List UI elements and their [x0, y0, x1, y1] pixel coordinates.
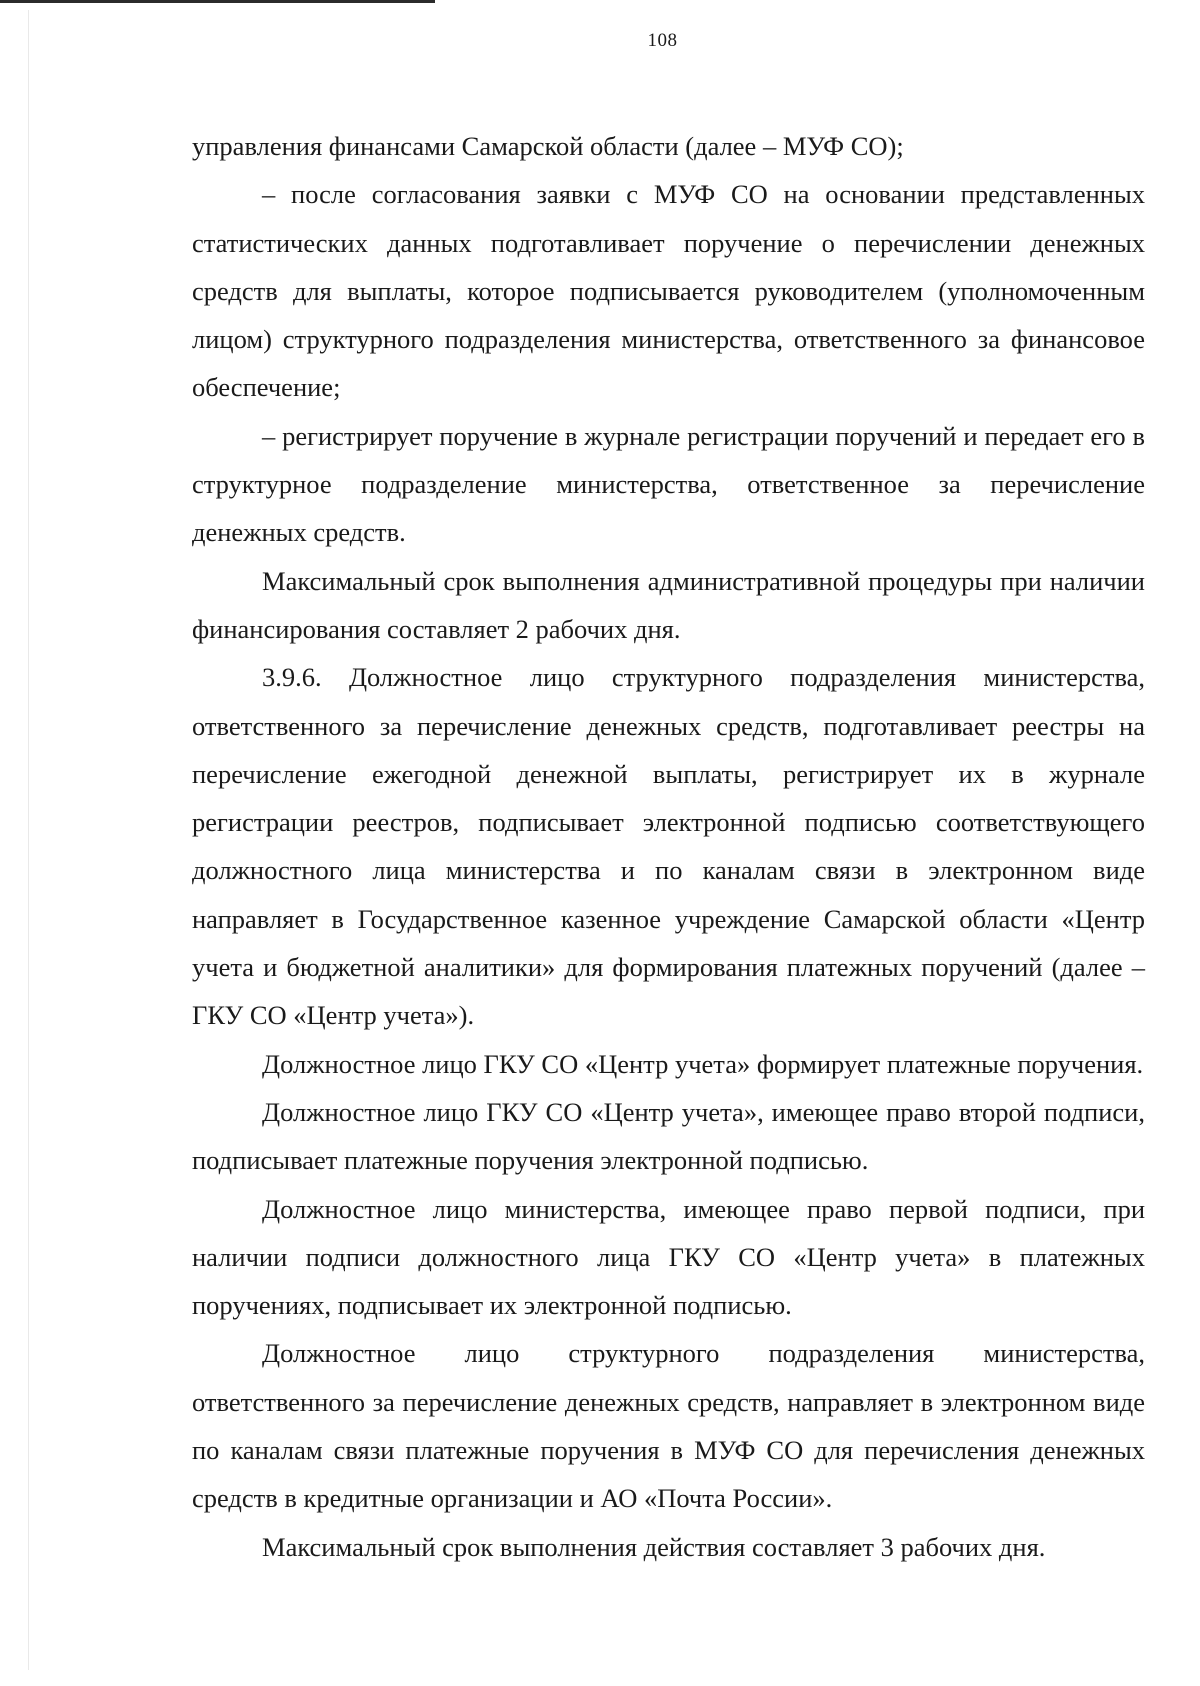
paragraph-sends-to-muf: Должностное лицо структурного подразделения министерства, ответственного за перечисление денежных средств, направляет в электронном виде по каналам связи платежные поручения в МУФ СО для перечисления денежных средств в кредитные организации и АО «Почта России». [192, 1338, 1145, 1514]
paragraph-forms-orders: Должностное лицо ГКУ СО «Центр учета» формирует платежные поручения. [262, 1048, 1144, 1079]
paragraph-first-signature: Должностное лицо министерства, имеющее право первой подписи, при наличии подписи должностного лица ГКУ СО «Центр учета» в платежных поручениях, подписывает их электронной подписью. [192, 1193, 1145, 1321]
paragraph-3-9-6: 3.9.6. Должностное лицо структурного подразделения министерства, ответственного за перечисление денежных средств, подготавливает реестры на перечисление ежегодной денежной выплаты, регистрирует их в журнале регистрации реестров, подписывает электронной подписью соответствующего должностного лица министерства и по каналам связи в электронном виде направляет в Государственное казенное учреждение Самарской области «Центр учета и бюджетной аналитики» для формирования платежных поручений (далее – ГКУ СО «Центр учета»). [192, 662, 1145, 1031]
paragraph-continuation: управления финансами Самарской области (далее – МУФ СО); [192, 131, 904, 161]
page-number: 108 [647, 30, 678, 51]
paragraph-max-term-2-days: Максимальный срок выполнения административной процедуры при наличии финансирования составляет 2 рабочих дня. [192, 565, 1145, 644]
paragraph-second-signature: Должностное лицо ГКУ СО «Центр учета», имеющее право второй подписи, подписывает платежные поручения электронной подписью. [192, 1096, 1145, 1176]
top-rule [0, 0, 435, 3]
paragraph-max-term-3-days: Максимальный срок выполнения действия составляет 3 рабочих дня. [262, 1531, 1046, 1562]
paragraph-after-approval: – после согласования заявки с МУФ СО на основании представленных статистических данных подготавливает поручение о перечислении денежных средств для выплаты, которое подписывается руководителем (уполномоченным лицом) структурного подразделения министерства, ответственного за финансовое обеспечение; [192, 179, 1145, 403]
left-edge [28, 10, 29, 1670]
paragraph-registers-order: – регистрирует поручение в журнале регистрации поручений и передает его в структурное подразделение министерства, ответственное за перечисление денежных средств. [192, 420, 1145, 548]
body-text [192, 122, 1145, 1571]
